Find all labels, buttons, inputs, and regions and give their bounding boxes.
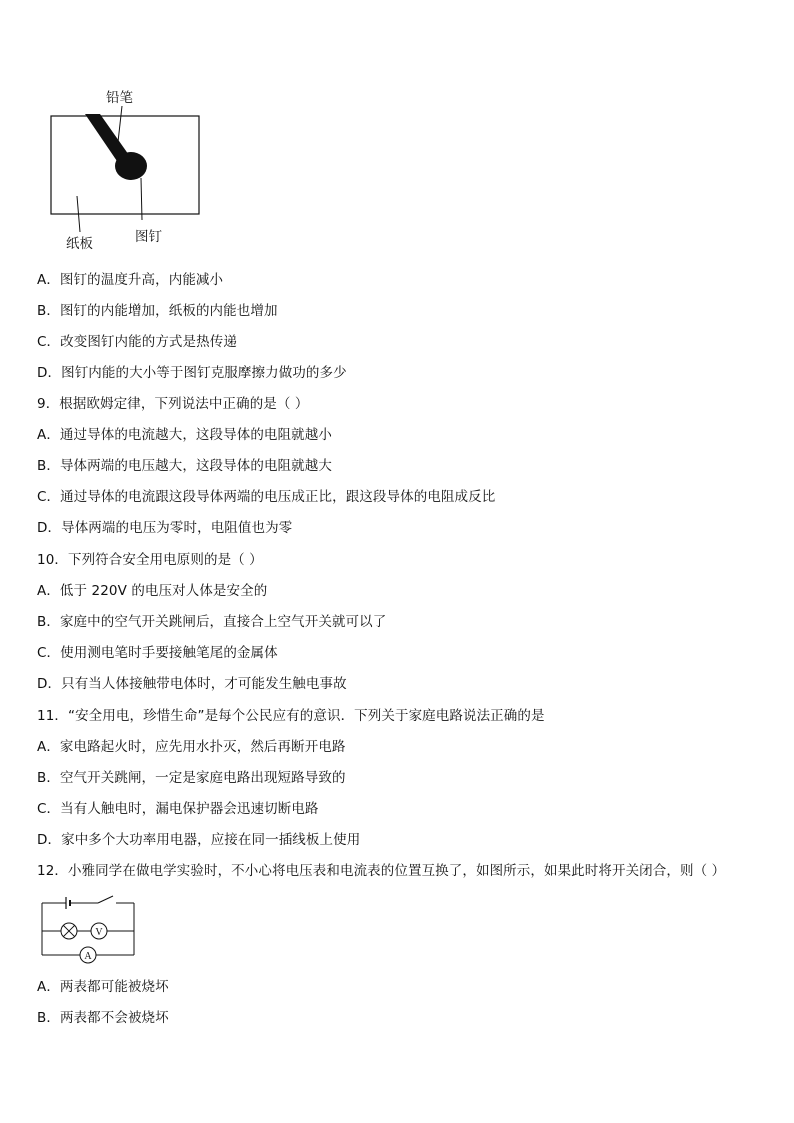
pin-label: 图钉 <box>135 229 162 245</box>
q9-option-a: A．通过导体的电流越大，这段导体的电阻就越小 <box>37 427 332 443</box>
q9-option-d: D．导体两端的电压为零时，电阻值也为零 <box>37 520 293 536</box>
q10-option-a: A．低于 220V 的电压对人体是安全的 <box>37 583 268 599</box>
q8-option-a: A．图钉的温度升高，内能减小 <box>37 272 224 288</box>
q10-stem: 10．下列符合安全用电原则的是（ ） <box>37 552 263 568</box>
q12-option-b: B．两表都不会被烧坏 <box>37 1010 169 1026</box>
q9-option-c: C．通过导体的电流跟这段导体两端的电压成正比，跟这段导体的电阻成反比 <box>37 489 496 505</box>
q12-option-a: A．两表都可能被烧坏 <box>37 979 169 995</box>
q9-stem: 9．根据欧姆定律，下列说法中正确的是（ ） <box>37 396 309 412</box>
q11-option-a: A．家电路起火时，应先用水扑灭，然后再断开电路 <box>37 739 346 755</box>
q8-option-d: D．图钉内能的大小等于图钉克服摩擦力做功的多少 <box>37 365 347 381</box>
voltmeter-symbol: V <box>95 927 103 938</box>
q12-stem: 12．小雅同学在做电学实验时，不小心将电压表和电流表的位置互换了，如图所示，如果此时将开关闭合，则（ ） <box>37 863 726 879</box>
q10-option-d: D．只有当人体接触带电体时，才可能发生触电事故 <box>37 676 347 692</box>
q8-option-c: C．改变图钉内能的方式是热传递 <box>37 334 237 350</box>
q8-option-b: B．图钉的内能增加，纸板的内能也增加 <box>37 303 278 319</box>
ammeter-symbol: A <box>84 951 92 962</box>
q11-stem: 11．“安全用电，珍惜生命”是每个公民应有的意识．下列关于家庭电路说法正确的是 <box>37 708 545 724</box>
q9-option-b: B．导体两端的电压越大，这段导体的电阻就越大 <box>37 458 332 474</box>
q11-option-c: C．当有人触电时，漏电保护器会迅速切断电路 <box>37 801 319 817</box>
switch-blade <box>98 896 113 903</box>
paperboard-label: 纸板 <box>66 236 93 252</box>
q11-option-d: D．家中多个大功率用电器，应接在同一插线板上使用 <box>37 832 361 848</box>
pencil-label: 铅笔 <box>106 90 133 106</box>
q10-option-c: C．使用测电笔时手要接触笔尾的金属体 <box>37 645 278 661</box>
q11-option-b: B．空气开关跳闸，一定是家庭电路出现短路导致的 <box>37 770 346 786</box>
q10-option-b: B．家庭中的空气开关跳闸后，直接合上空气开关就可以了 <box>37 614 387 630</box>
